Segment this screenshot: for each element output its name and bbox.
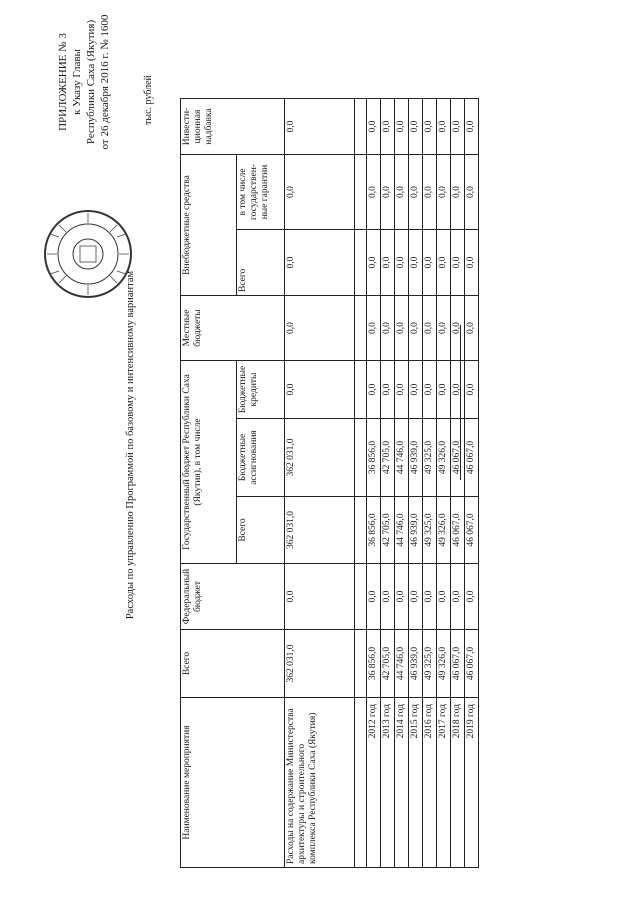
main-cell: 0,0: [285, 564, 355, 630]
main-cell: 0,0: [285, 155, 355, 230]
data-cell: 0,0: [367, 564, 381, 630]
appendix-header: [56, 12, 112, 152]
table-row: [451, 99, 465, 868]
data-cell: 0,0: [395, 230, 409, 296]
data-cell: 0,0: [409, 361, 423, 419]
data-cell: 49 326,0: [437, 497, 451, 564]
data-cell: 0,0: [423, 296, 437, 361]
data-cell: 0,0: [423, 155, 437, 230]
data-cell: 49 325,0: [423, 497, 437, 564]
year-label: 2014 год: [395, 698, 409, 868]
official-seal-stamp: [42, 208, 134, 300]
data-cell: 0,0: [437, 99, 451, 155]
data-cell: 0,0: [423, 564, 437, 630]
data-cell: 0,0: [437, 230, 451, 296]
header-allocations: Бюджетные ассигнования: [237, 419, 285, 497]
data-cell: 44 746,0: [395, 630, 409, 698]
table-row: [423, 99, 437, 868]
data-cell: 42 705,0: [381, 630, 395, 698]
data-cell: 0,0: [381, 99, 395, 155]
data-cell: 0,0: [409, 564, 423, 630]
data-cell: 0,0: [395, 296, 409, 361]
header-local: Местные бюджеты: [181, 296, 285, 361]
data-cell: 46 939,0: [409, 630, 423, 698]
header-extra-budget: Внебюджетные средства: [181, 155, 237, 296]
units-label: тыс. рублей: [143, 75, 154, 125]
data-cell: 0,0: [437, 155, 451, 230]
header-federal: Федеральный бюджет: [181, 564, 285, 630]
data-cell: 46 939,0: [409, 419, 423, 497]
data-cell: 49 325,0: [423, 630, 437, 698]
data-cell: 0,0: [465, 296, 479, 361]
data-cell: 49 325,0: [423, 419, 437, 497]
data-cell: 49 326,0: [437, 630, 451, 698]
data-cell: 42 705,0: [381, 497, 395, 564]
year-label: 2016 год: [423, 698, 437, 868]
data-cell: 46 067,0: [451, 419, 465, 497]
data-cell: 0,0: [451, 564, 465, 630]
data-cell: 0,0: [381, 564, 395, 630]
main-cell: 362 031,0: [285, 630, 355, 698]
data-cell: 0,0: [409, 99, 423, 155]
header-extra-guarantees: в том числе государствен-ные гарантии: [237, 155, 285, 230]
data-cell: 0,0: [451, 99, 465, 155]
header-name: Наименование мероприятия: [181, 698, 285, 868]
table-row: [381, 99, 395, 868]
data-cell: 0,0: [465, 155, 479, 230]
data-cell: 0,0: [451, 361, 465, 419]
header-credits: Бюджетные кредиты: [237, 361, 285, 419]
table-row: [409, 99, 423, 868]
data-cell: 0,0: [423, 230, 437, 296]
document-title: Расходы по управлению Программой по базовому и интенсивному вариантам: [125, 270, 136, 620]
data-cell: 46 067,0: [465, 419, 479, 497]
data-cell: 0,0: [465, 564, 479, 630]
year-label: 2019 год: [465, 698, 479, 868]
appendix-decree: к Указу Главы: [71, 49, 83, 115]
appendix-date: от 26 декабря 2016 г. № 1600: [99, 14, 111, 150]
year-label: 2018 год: [451, 698, 465, 868]
data-cell: 46 067,0: [465, 497, 479, 564]
data-cell: 0,0: [367, 99, 381, 155]
data-cell: 0,0: [367, 230, 381, 296]
data-cell: 0,0: [465, 99, 479, 155]
main-cell: 0,0: [285, 230, 355, 296]
data-cell: 0,0: [381, 230, 395, 296]
main-row-name: Расходы на содержание Министерства архитектуры и строительного комплекса Республики Саха (Якутия): [285, 698, 355, 868]
table-row: [395, 99, 409, 868]
year-label: 2017 год: [437, 698, 451, 868]
main-cell: 0,0: [285, 296, 355, 361]
data-cell: 0,0: [395, 155, 409, 230]
data-cell: 0,0: [409, 296, 423, 361]
data-cell: 0,0: [437, 564, 451, 630]
header-state-total: Всего: [237, 497, 285, 564]
table-row: [465, 99, 479, 868]
data-cell: 0,0: [367, 296, 381, 361]
data-cell: 46 067,0: [451, 630, 465, 698]
data-cell: 44 746,0: [395, 497, 409, 564]
appendix-republic: Республики Саха (Якутия): [85, 19, 97, 145]
table-row: [437, 99, 451, 868]
data-cell: 46 067,0: [465, 630, 479, 698]
data-cell: 44 746,0: [395, 419, 409, 497]
data-cell: 49 326,0: [437, 419, 451, 497]
data-cell: 36 856,0: [367, 419, 381, 497]
data-cell: 0,0: [395, 99, 409, 155]
closing-rule: [460, 325, 461, 480]
header-total: Всего: [181, 630, 285, 698]
data-cell: 0,0: [437, 361, 451, 419]
year-label: 2015 год: [409, 698, 423, 868]
main-cell: 0,0: [285, 99, 355, 155]
data-cell: 0,0: [423, 99, 437, 155]
data-cell: 0,0: [465, 230, 479, 296]
data-cell: 0,0: [437, 296, 451, 361]
data-cell: 0,0: [367, 361, 381, 419]
data-cell: 0,0: [409, 155, 423, 230]
data-cell: 0,0: [367, 155, 381, 230]
header-extra-total: Всего: [237, 230, 285, 296]
year-label: 2012 год: [367, 698, 381, 868]
data-cell: 36 856,0: [367, 497, 381, 564]
data-cell: 36 856,0: [367, 630, 381, 698]
header-state-budget: Государственный бюджет Республики Саха (Якутия), в том числе: [181, 361, 237, 564]
data-cell: 0,0: [409, 230, 423, 296]
header-invest: Инвести-ционная надбавка: [181, 99, 285, 155]
main-cell: 362 031,0: [285, 497, 355, 564]
data-cell: 46 067,0: [451, 497, 465, 564]
data-cell: 0,0: [465, 361, 479, 419]
data-cell: 0,0: [451, 296, 465, 361]
data-cell: 0,0: [381, 361, 395, 419]
data-cell: 0,0: [451, 155, 465, 230]
data-cell: 0,0: [451, 230, 465, 296]
data-cell: 0,0: [423, 361, 437, 419]
expenses-table: [180, 98, 479, 868]
main-cell: 0,0: [285, 361, 355, 419]
data-cell: 0,0: [395, 361, 409, 419]
table-row: [285, 99, 355, 868]
table-row: [367, 99, 381, 868]
data-cell: 0,0: [381, 296, 395, 361]
appendix-number: ПРИЛОЖЕНИЕ № 3: [57, 33, 69, 131]
main-cell: 362 031,0: [285, 419, 355, 497]
data-cell: 0,0: [381, 155, 395, 230]
spacer-row: [355, 99, 367, 868]
year-label: 2013 год: [381, 698, 395, 868]
data-cell: 46 939,0: [409, 497, 423, 564]
data-cell: 42 705,0: [381, 419, 395, 497]
data-cell: 0,0: [395, 564, 409, 630]
